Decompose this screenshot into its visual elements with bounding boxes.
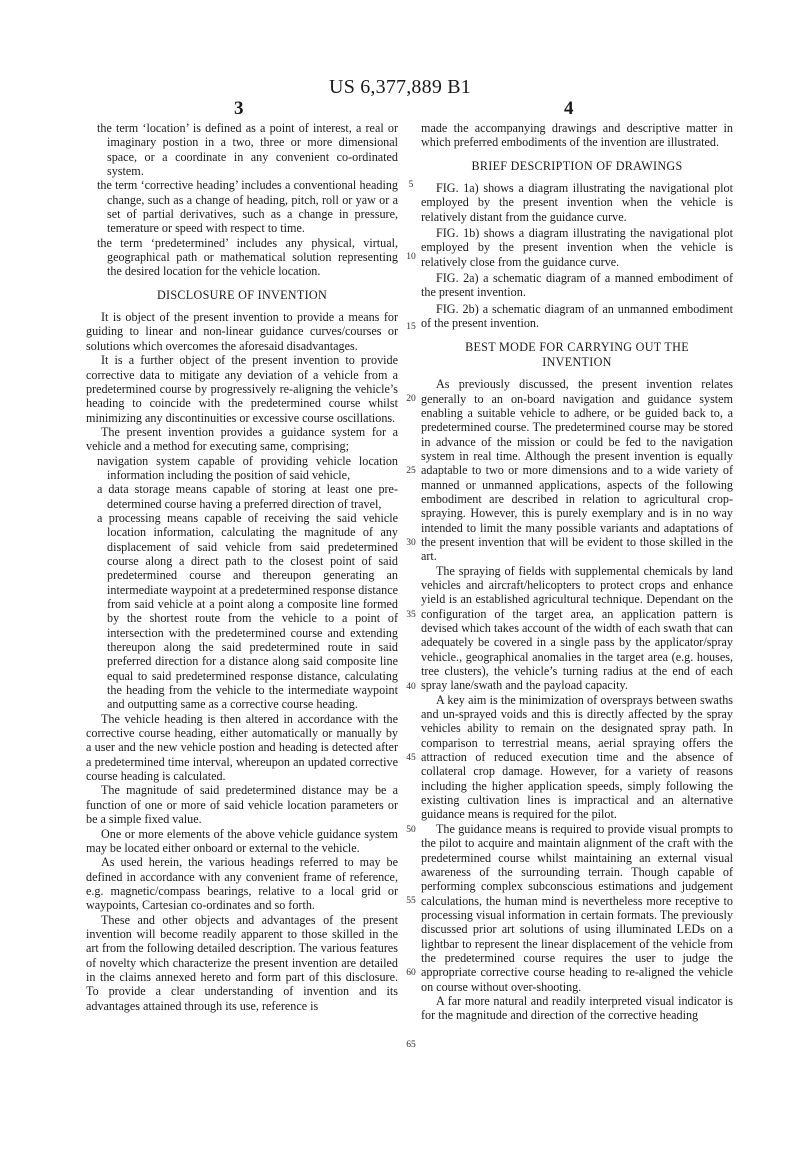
definition-predetermined: the term ‘predetermined’ includes any physical, virtual, geographical path or mathematical solution representing the desired location for the vehicle location. <box>97 235 398 279</box>
paragraph-further-object: It is a further object of the present invention to provide corrective data to mitigate any deviation of a vehicle from a predetermined course by progressively re-aligning the vehicle’s heading to coincide with the predetermined course whilst minimizing any discontinuities or excessive course oscillations. <box>86 353 398 425</box>
paragraph-object: It is object of the present invention to provide a means for guiding to linear and non-linear guidance curves/courses or solutions which overcomes the aforesaid disadvantages. <box>86 310 398 353</box>
line-number-60: 60 <box>406 968 416 978</box>
page-number-left: 3 <box>234 98 244 119</box>
patent-number: US 6,377,889 B1 <box>329 76 471 98</box>
paragraph-spraying: The spraying of fields with supplemental chemicals by land vehicles and aircraft/helicopters to protect crops and enhance yield is an established agricultural technique. Dependant on the configuration of the target area, an application pattern is devised which takes account of the width of each swath that can adequately be covered in a single pass by the applicator/spray vehicle., geographical anomalies in the target area (e.g. houses, tree clusters), the vehicle’s turning radius at the end of each spray lane/swath and the payload capacity. <box>421 563 733 693</box>
line-number-30: 30 <box>406 538 416 548</box>
line-number-55: 55 <box>406 896 416 906</box>
line-number-65: 65 <box>406 1040 416 1050</box>
paragraph-heading-altered: The vehicle heading is then altered in accordance with the corrective course heading, either automatically or manually by a user and the new vehicle postion and heading is detected after a predetermined time interval, whereupon an updated corrective course heading is calculated. <box>86 711 398 784</box>
line-number-40: 40 <box>406 682 416 692</box>
item-data-storage: a data storage means capable of storing at least one pre-determined course having a preferred direction of travel, <box>97 482 398 511</box>
paragraph-visual-indicator: A far more natural and readily interpreted visual indicator is for the magnitude and direction of the corrective heading <box>421 993 733 1023</box>
item-processing-means: a processing means capable of receiving the said vehicle location information, calculating the magnitude of any displacement of said vehicle from said predetermined course along a direct path to the closest point of said predetermined course and thereupon generating an intermediate waypoint at a predetermined response distance from said vehicle at a point along a composite line formed by the shortest route from the vehicle to a point of intersection with the predetermined course and extending thereupon along the said predetermined route in said preferred direction for a distance along said composite line equal to said predetermined response distance, calculating the heading from the vehicle to the intermediate waypoint and outputting same as a corrective course heading. <box>97 510 398 712</box>
paragraph-elements: One or more elements of the above vehicle guidance system may be located either onboard or external to the vehicle. <box>86 826 398 855</box>
line-number-25: 25 <box>406 466 416 476</box>
page-number-right: 4 <box>564 98 574 119</box>
left-column <box>86 121 398 1013</box>
line-number-35: 35 <box>406 610 416 620</box>
paragraph-headings: As used herein, the various headings referred to may be defined in accordance with any convenient frame of reference, e.g. magnetic/compass bearings, relative to a local grid or waypoints, Cartesian co-ordinates and so forth. <box>86 855 398 913</box>
paragraph-objects-advantages: These and other objects and advantages of the present invention will become readily apparent to those skilled in the art from the following detailed description. The various features of novelty which characterize the present invention are detailed in the claims annexed hereto and form part of this disclosure. To provide a clear understanding of invention and its advantages attained through its use, reference is <box>86 912 398 1013</box>
line-number-10: 10 <box>406 252 416 262</box>
line-number-20: 20 <box>406 394 416 404</box>
paragraph-provides: The present invention provides a guidance system for a vehicle and a method for executing same, comprising; <box>86 424 398 454</box>
paragraph-key-aim: A key aim is the minimization of oversprays between swaths and un-sprayed voids and this is directly affected by the spray vehicles ability to remain on the designated spray path. In comparison to terrestrial means, aerial spraying offers the attraction of reduced execution time and the absence of collateral crop damage. However, for a variety of reasons including the higher application speeds, simply following the existing cultivation lines is impractical and an alternative guidance means is required for the pilot. <box>421 692 733 822</box>
paragraph-continued: made the accompanying drawings and descriptive matter in which preferred embodiments of the invention are illustrated. <box>421 121 733 150</box>
line-number-15: 15 <box>406 322 416 332</box>
line-number-50: 50 <box>406 825 416 835</box>
heading-best-mode: BEST MODE FOR CARRYING OUT THE INVENTION <box>465 340 689 369</box>
paragraph-magnitude: The magnitude of said predetermined distance may be a function of one or more of said vehicle location parameters or be a simple fixed value. <box>86 783 398 827</box>
right-column <box>421 121 733 1023</box>
line-number-45: 45 <box>406 753 416 763</box>
figure-1a-description: FIG. 1a) shows a diagram illustrating the navigational plot employed by the present invention when the vehicle is relatively distant from the guidance curve. <box>421 181 733 224</box>
figure-2a-description: FIG. 2a) a schematic diagram of a manned embodiment of the present invention. <box>421 271 733 300</box>
paragraph-guidance-means: The guidance means is required to provide visual prompts to the pilot to acquire and maintain alignment of the craft with the predetermined course whilst maintaining an external visual awareness of the surrounding terrain. Though capable of performing complex subconscious estimations and judgement calculations, the human mind is nevertheless more receptive to processing visual information in certain formats. The previously discussed prior art solutions of using illuminated LEDs on a lightbar to represent the linear displacement of the vehicle from the predetermined course requires the user to judge the appropriate corrective course heading to re-aligned the vehicle on course without over-shooting. <box>421 821 733 994</box>
item-navigation-system: navigation system capable of providing vehicle location information including the position of said vehicle, <box>97 453 398 482</box>
definition-location: the term ‘location’ is defined as a point of interest, a real or imaginary postion in a two, three or more dimensional space, or a coordinate in any convenient co-ordinated system. <box>97 121 398 179</box>
figure-2b-description: FIG. 2b) a schematic diagram of an unmanned embodiment of the present invention. <box>421 301 733 331</box>
definition-corrective-heading: the term ‘corrective heading’ includes a conventional heading change, such as a change of heading, pitch, roll or yaw or a set of partial derivatives, such as a change in pressure, temerature or speed with respect to time. <box>97 178 398 236</box>
paragraph-previously-discussed: As previously discussed, the present invention relates generally to an on-board navigation and guidance system enabling a suitable vehicle to adhere, or be guided back to, a predetermined course. The predetermined course may be stored in advance of the mission or could be fed to the navigation system in real time. Although the present invention is equally adaptable to two or more dimensions and to a wide variety of manned or unmanned applications, aspects of the following embodiment are described in relation to agricultural crop-spraying. However, this is purely exemplary and is in no way intended to limit the many possible variants and adaptations of the present invention that will be evident to those skilled in the art. <box>421 377 733 564</box>
figure-1b-description: FIG. 1b) shows a diagram illustrating the navigational plot employed by the present invention when the vehicle is relatively close from the guidance curve. <box>421 226 733 269</box>
heading-brief-description: BRIEF DESCRIPTION OF DRAWINGS <box>471 158 683 173</box>
heading-disclosure: DISCLOSURE OF INVENTION <box>156 287 328 302</box>
line-number-5: 5 <box>408 180 414 190</box>
